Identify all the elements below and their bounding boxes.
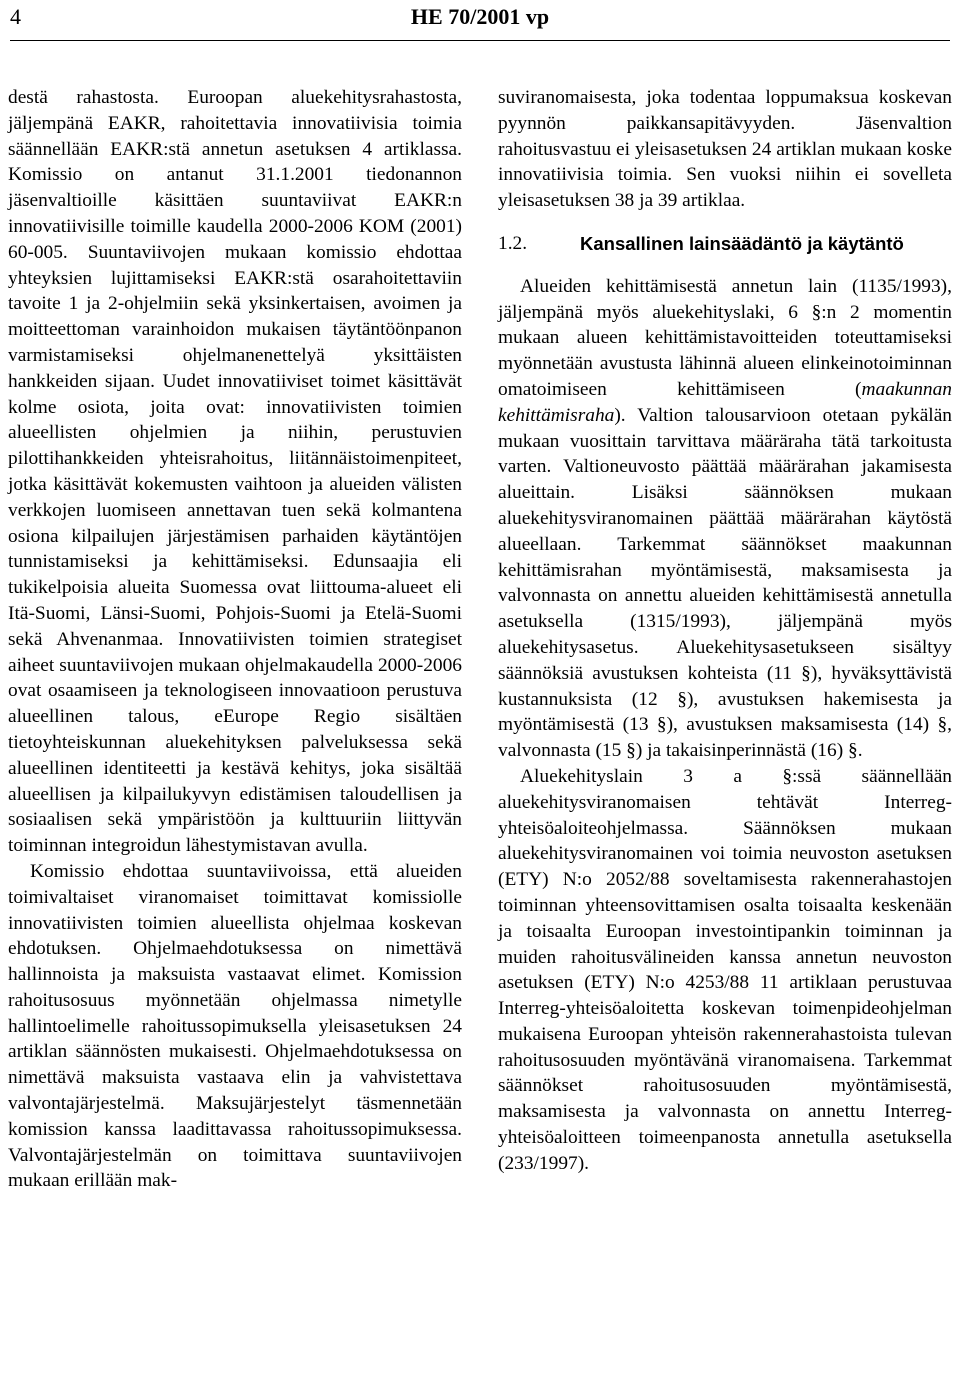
body-paragraph — [498, 274, 952, 764]
paragraph-text: ). Valtion talousarvioon otetaan pykälän mukaan vuosittain tarvittava määräraha tätä tarkoitusta varten. Valtioneuvosto päättää määrärahan jakamisesta alueittain. Lisäksi säännöksen mukaan aluekehitysviranomainen päättää määrärahan käytöstä alueellaan. Tarkemmat säännökset maakunnan kehittämisrahan myöntämisestä, maksamisesta ja valvonnasta on annettu alueiden kehittämisestä annetulla asetuksella (1315/1993), jäljempänä myös aluekehitysasetus. Aluekehitysasetukseen sisältyy säännöksiä avustuksen kohteista (11 §), hyväksyttävistä kustannuksista (12 §), avustuksen hakemisesta ja myöntämisestä (13 §), avustuksen maksamisesta (14) §, valvonnasta (15 §) ja takaisinperinnästä (16) §. — [498, 404, 952, 762]
right-column — [498, 85, 952, 1177]
page-header — [10, 2, 950, 36]
body-paragraph: Aluekehityslain 3 a §:ssä säännellään aluekehitysviranomaisen tehtävät Interreg-yhteisöaloiteohjelmassa. Säännöksen mukaan aluekehitysviranomainen voi toimia neuvoston asetuksen (ETY) N:o 2052/88 soveltamisesta rakennerahastojen toiminnan yhteensovittamisen osalta toisaalta keskenään ja toisaalta Euroopan investointipankin toiminnan ja muiden rahoitusvälineiden kanssa annetun neuvoston asetuksen (ETY) N:o 4253/88 11 artiklaan perustuvaa Interreg-yhteisöaloitetta koskevan toimenpideohjelman mukaisena Euroopan yhteisön rakennerahastoista tulevan rahoitusosuuden myöntävänä viranomaisena. Tarkemmat säännökset rahoitusosuuden myöntämisestä, maksamisesta ja valvonnasta on annettu Interreg-yhteisöaloitteen toimeenpanosta annetulla asetuksella (233/1997). — [498, 765, 952, 1174]
section-heading — [498, 231, 952, 257]
body-paragraph: suviranomaisesta, joka todentaa loppumaksua koskevan pyynnön paikkansapitävyyden. Jäsenvaltion rahoitusvastuu ei yleisasetuksen 24 artiklan mukaan koske innovatiivisia toimia. Sen vuoksi niihin ei sovelleta yleisasetuksen 38 ja 39 artiklaa. — [498, 87, 952, 212]
body-paragraph: Komissio ehdottaa suuntaviivoissa, että alueiden toimivaltaiset viranomaiset toimittavat komissiolle innovatiivisten toimien alueellista ohjelmaa koskevan ehdotuksen. Ohjelmaehdotuksessa on nimettävä hallinnoista ja maksuista vastaavat elimet. Komission rahoitusosuus myönnetään ohjelmassa nimetylle hallintoelimelle rahoitussopimuksella yleisasetuksen 24 artiklan säännösten mukaisesti. Ohjelmaehdotuksessa on nimettävä maksuista vastaava elin ja vahvistettava valvontajärjestelmä. Maksujärjestelyt täsmennetään komission kanssa laadittavassa rahoitussopimuksessa. Valvontajärjestelmän on toimittava suuntaviivojen mukaan erillään mak- — [8, 860, 462, 1192]
header-rule — [10, 40, 950, 41]
italic-term: maakunnan kehittämisraha — [498, 378, 952, 426]
left-column — [8, 85, 462, 1194]
page-number: 4 — [10, 4, 21, 29]
body-paragraph: destä rahastosta. Euroopan aluekehitysrahastosta, jäljempänä EAKR, rahoitettavia innovatiivisia toimia säännellään EAKR:stä annetun asetuksen 4 artiklassa. Komissio on antanut 31.1.2001 tiedonannon jäsenvaltioille käsittäen suuntaviivat EAKR:n innovatiivisille toimille kaudella 2000-2006 KOM (2001) 60-005. Suuntaviivojen mukaan komissio ehdottaa yhteyksien lujittamiseksi EAKR:stä osarahoitettaviin tavoite 1 ja 2-ohjelmiin sekä yksinkertaisen, avoimen ja moitteettoman varainhoidon mukaisen täytäntöönpanon varmistamiseksi ohjelmanenettelyä yksittäisten hankkeiden sijaan. Uudet innovatiiviset toimet käsittävät kolme osiota, joita ovat: innovatiivisten toimien alueellisten ohjelmien ja niihin, perustuvien pilottihankkeiden yhteisrahoitus, liitännäistoimenpiteet, jotka käsittävät kokemusten vaihtoon ja alueiden välisten verkkojen luomiseen annettavan tuen sekä kolmantena osiona kilpailujen järjestämisen parhaiden käytäntöjen tunnistamiseksi ja kehittämiseksi. Edunsaajia eli tukikelpoisia alueita Suomessa ovat liittouma-alueet eli Itä-Suomi, Länsi-Suomi, Pohjois-Suomi ja Etelä-Suomi sekä Ahvenanmaa. Innovatiivisten toimien strategiset aiheet suuntaviivojen mukaan ohjelmakaudella 2000-2006 ovat osaamiseen ja teknologiseen innovaatioon perustuva alueellinen talous, eEurope Regio sisältäen tietoyhteiskunnan aluekehityksen palveluksessa sekä alueellinen identiteetti ja kestävä kehitys, joka sisältää alueellisen ja kilpailukyvyn edistämisen taloudellisen ja sosiaalisen sekä ympäristöön ja kulttuuriin liittyvän toiminnan integroidun lähestymistavan avulla. — [8, 87, 462, 857]
document-id: HE 70/2001 vp — [410, 4, 550, 29]
section-number: 1.2. — [498, 232, 528, 254]
section-title: Kansallinen lainsäädäntö ja käytäntö — [580, 232, 904, 254]
paragraph-text: Alueiden kehittämisestä annetun lain (1135/1993), jäljempänä myös aluekehityslaki, 6 §:n 2 momentin mukaan alueen kehittämistavoitteiden toteuttamiseksi myönnetään avustusta lähinnä alueen elinkeinotoiminnan omatoimiseen kehittämiseen ( — [498, 275, 952, 400]
